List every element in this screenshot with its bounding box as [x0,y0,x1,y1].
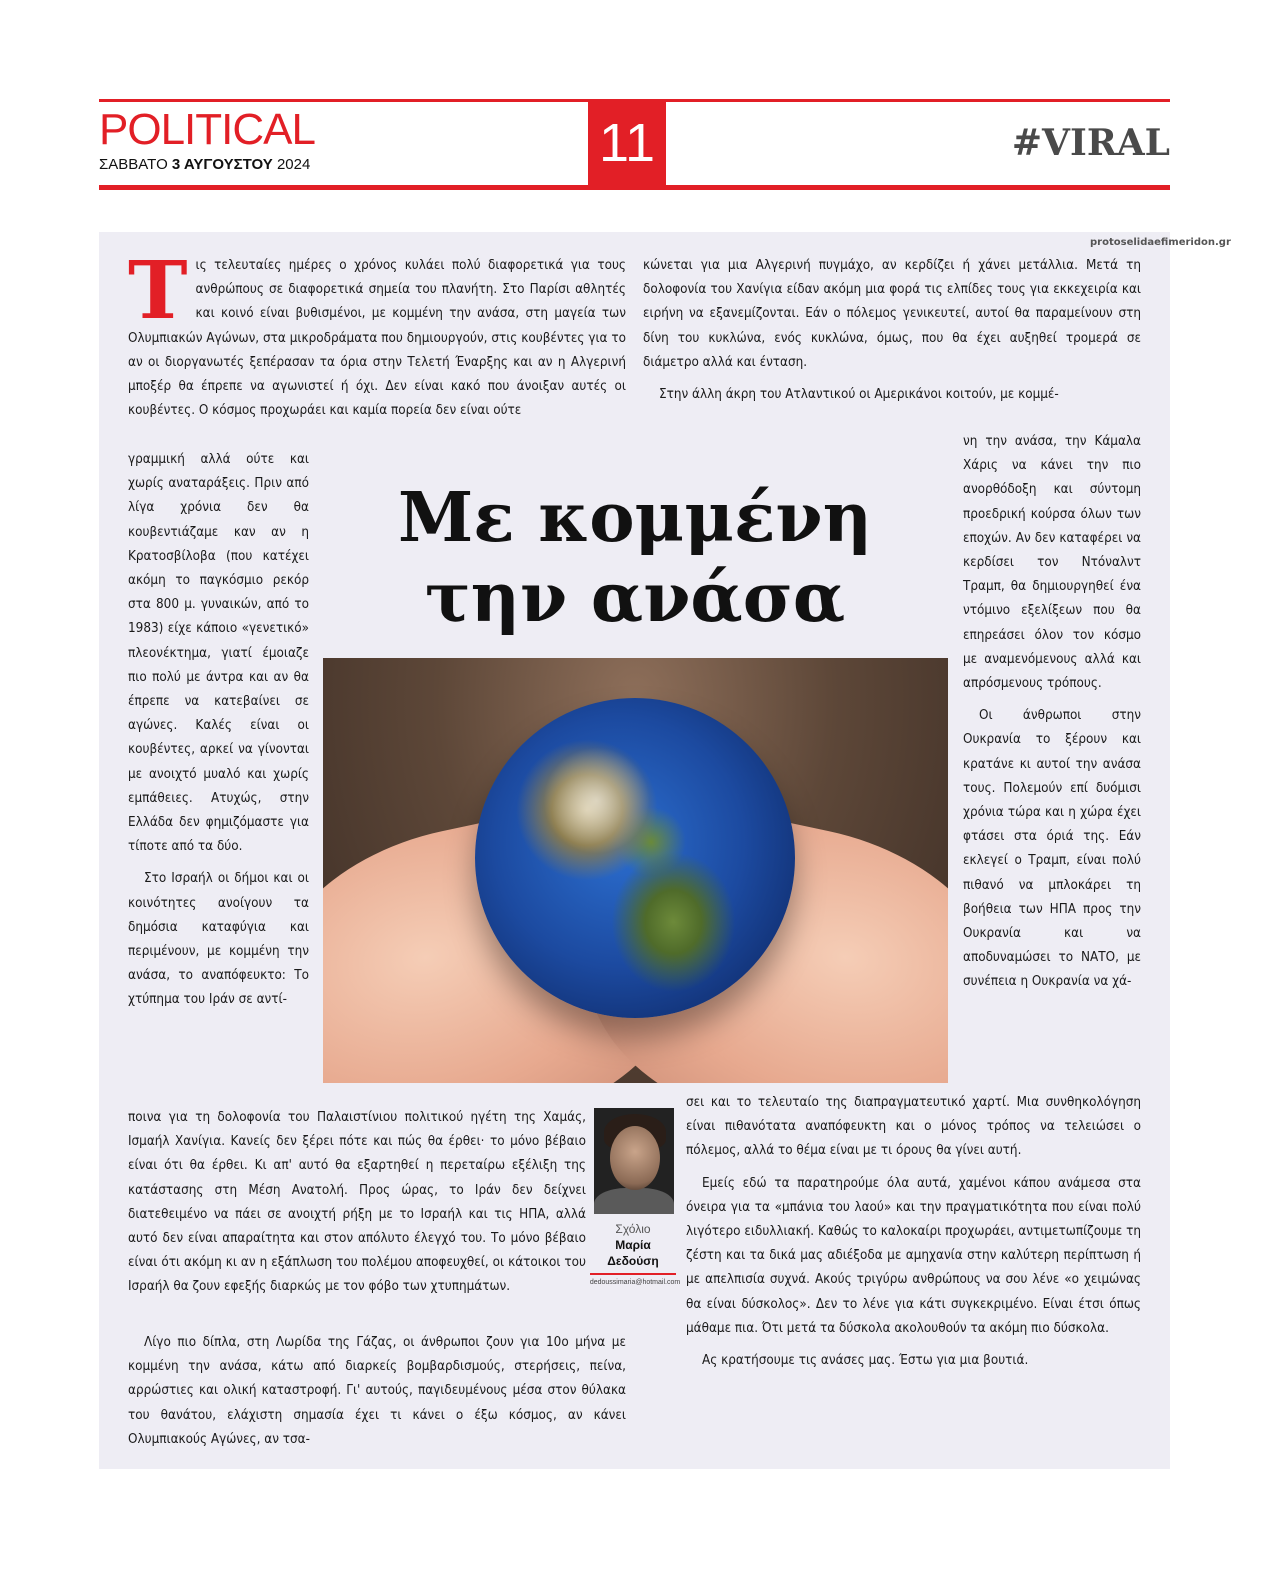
paragraph: Στην άλλη άκρη του Ατλαντικού οι Αμερικάνοι κοιτούν, με κομμέ- [659,387,1059,403]
date-day: ΣΑΒΒΑΤΟ [99,156,168,173]
date-year: 2024 [276,156,311,173]
column-2-bottom [686,1091,1141,1373]
section-tag: #VIRAL [1011,122,1170,164]
author-face [610,1126,660,1190]
watermark: protoselidaefimeridon.gr [1090,237,1231,248]
paragraph: νη την ανάσα, την Κάμαλα Χάρις να κάνει την πιο ανορθόδοξη και σύντομη προεδρική κούρσα όλων των εποχών. Αν δεν καταφέρει να κερδίσει τον Ντόναλντ Τραμπ, θα δημιουργηθεί ένα ντόμινο εξελίξεων που θα επηρεάσει όλον τον κόσμο με αναμενόμενους αλλά και απρόσμενους τρόπους. [963,434,1141,692]
header-bottom-rule [99,185,1170,190]
paragraph: Οι άνθρωποι στην Ουκρανία το ξέρουν και κρατάνε κι αυτοί την ανάσα τους. Πολεμούν επί δυόμισι χρόνια τώρα και η χώρα έχει φτάσει στα όριά της. Εάν εκλεγεί ο Τραμπ, είναι πολύ πιθανό να μπλοκάρει τη βοήθεια των ΗΠΑ προς την Ουκρανία και να αποδυναμώσει το ΝΑΤΟ, με συνέπεια η Ουκρανία να χά- [963,708,1141,990]
drop-cap: Τ [128,243,188,337]
author-divider [590,1273,676,1275]
column-2-narrow [963,430,1141,995]
paragraph: γραμμική αλλά ούτε και χωρίς αναταράξεις. Πριν από λίγα χρόνια δεν θα κουβεντιάζαμε καν αν η Κρατοσβίλοβα (που κατέχει ακόμη το παγκόσμιο ρεκόρ στα 800 μ. γυναικών, από το 1983) είχε κάποιο «γενετικό» πλεονέκτημα, γιατί έμοιαζε πιο πολύ με άντρα και αν θα έπρεπε να κατεβαίνει σε αγώνες. Καλές είναι οι κουβέντες, αρκεί να γίνονται με ανοιχτό μυαλό και χωρίς εμπάθειες. Ατυχώς, στην Ελλάδα δεν φημιζόμαστε για τίποτε από τα δύο. [128,452,309,855]
author-shoulder [594,1188,674,1214]
globe-in-hands-photo [323,658,948,1083]
issue-date [99,156,310,173]
author-photo [594,1108,674,1214]
paragraph: σει και το τελευταίο της διαπραγματευτικό χαρτί. Μια συνθηκολόγηση είναι πιθανότατα αναπόφευκτη και ο μόνος τρόπος να τελειώσει ο πόλεμος, αλλά το θέμα είναι με τι όρους θα γίνει αυτή. [686,1095,1141,1159]
page-number: 11 [588,99,666,188]
author-last-name: Δεδούση [607,1254,659,1268]
headline-line-1: Με κομμένη [397,478,873,558]
paragraph: κώνεται για μια Αλγερινή πυγμάχο, αν κερδίζει ή χάνει μετάλλια. Μετά τη δολοφονία του Χανίγια είδαν ακόμη μια φορά τις ελπίδες τους για εκκεχειρία και ειρήνη να εξανεμίζονται. Εάν ο πόλεμος γενικευτεί, αυτοί θα παραμείνουν στη δίνη του κυκλώνα, ενός κυκλώνα, όμως, που θα έχει αυξηθεί τρομερά σε διάμετρο αλλά και ένταση. [643,258,1141,370]
column-1-bottom-wide [128,1331,626,1452]
paragraph: Ας κρατήσουμε τις ανάσες μας. Έστω για μια βουτιά. [702,1353,1029,1369]
author-email: dedoussimaria@hotmail.com [589,1279,681,1286]
author-first-name: Μαρία [615,1238,651,1252]
headline-line-2: την ανάσα [424,558,846,638]
paragraph: Λίγο πιο δίπλα, στη Λωρίδα της Γάζας, οι άνθρωποι ζουν για 10ο μήνα με κομμένη την ανάσα, κάτω από διαρκείς βομβαρδισμούς, στερήσεις, πείνα, αρρώστιες και ολική καταστροφή. Γι' αυτούς, παγιδευμένους μέσα στον θύλακα του θανάτου, ελάχιστη σημασία έχει τι κάνει ο έξω κόσμος, αν κάνει Ολυμπιακούς Αγώνες, αν τσα- [128,1335,626,1447]
comment-label: Σχόλιο [615,1222,651,1236]
column-1-narrow [128,448,309,1013]
date-main: 3 ΑΥΓΟΥΣΤΟΥ [171,156,273,173]
author-caption [588,1221,678,1269]
section-title: POLITICAL [99,105,315,154]
paragraph: ποινα για τη δολοφονία του Παλαιστίνιου πολιτικού ηγέτη της Χαμάς, Ισμαήλ Χανίγια. Κανείς δεν ξέρει πότε και πώς θα έρθει· το μόνο βέβαιο είναι ότι θα έρθει. Κι απ' αυτό θα εξαρτηθεί η περεταίρω εξέλιξη της κατάστασης στη Μέση Ανατολή. Προς ώρας, το Ιράν δεν δείχνει διατεθειμένο να πάει σε ανοιχτή ρήξη με το Ισραήλ και τις ΗΠΑ, αλλά αυτό δεν είναι απαραίτητα και στον απόλυτο έλεγχό του. Το μόνο βέβαιο είναι ότι ακόμη κι αν η εξάπλωση του πολέμου αποφευχθεί, οι κάτοικοι του Ισραήλ θα ζουν εφεξής διαρκώς με τον φόβο των χτυπημάτων. [128,1110,586,1295]
column-2-top [643,254,1141,407]
globe [475,698,795,1018]
paragraph: Εμείς εδώ τα παρατηρούμε όλα αυτά, χαμένοι κάπου ανάμεσα στα όνειρα για τα «μπάνια του λαού» και την πραγματικότητα που είναι πολύ λιγότερο ειδυλλιακή. Καθώς το καλοκαίρι προχωράει, αντιμετωπίζουμε τη ζέστη και τα δικά μας αδιέξοδα με αμηχανία στην καλύτερη περίπτωση ή με απελπισία συχνά. Ακούς τριγύρω ανθρώπους να σου λένε «ο χειμώνας θα είναι δύσκολος». Δεν το λένε για κάτι συγκεκριμένο. Είναι έτσι όπως μάθαμε πια. Ότι μετά τα δύσκολα ακολουθούν τα ακόμη πιο δύσκολα. [686,1175,1141,1336]
paragraph: Στο Ισραήλ οι δήμοι και οι κοινότητες ανοίγουν τα δημόσια καταφύγια και περιμένουν, με κομμένη την ανάσα, το αναπόφευκτο: Το χτύπημα του Ιράν σε αντί- [128,871,309,1008]
headline [330,478,940,638]
column-1-bottom [128,1106,586,1300]
column-1-lead [128,243,626,423]
lead-paragraph: ις τελευταίες ημέρες ο χρόνος κυλάει πολύ διαφορετικά για τους ανθρώπους σε διαφορετικά σημεία του πλανήτη. Στο Παρίσι αθλητές και κοινό είναι βυθισμένοι, με κομμένη την ανάσα, στη μαγεία των Ολυμπιακών Αγώνων, στα μικροδράματα που δημιουργούν, στις κουβέντες για το αν οι διοργανωτές ξεπέρασαν τα όρια στην Τελετή Έναρξης και αν η Αλγερινή μποξέρ θα έπρεπε να αγωνιστεί ή όχι. Δεν είναι κακό που άνοιξαν αυτές οι κουβέντες. Ο κόσμος προχωράει και καμία πορεία δεν είναι ούτε [128,258,626,419]
